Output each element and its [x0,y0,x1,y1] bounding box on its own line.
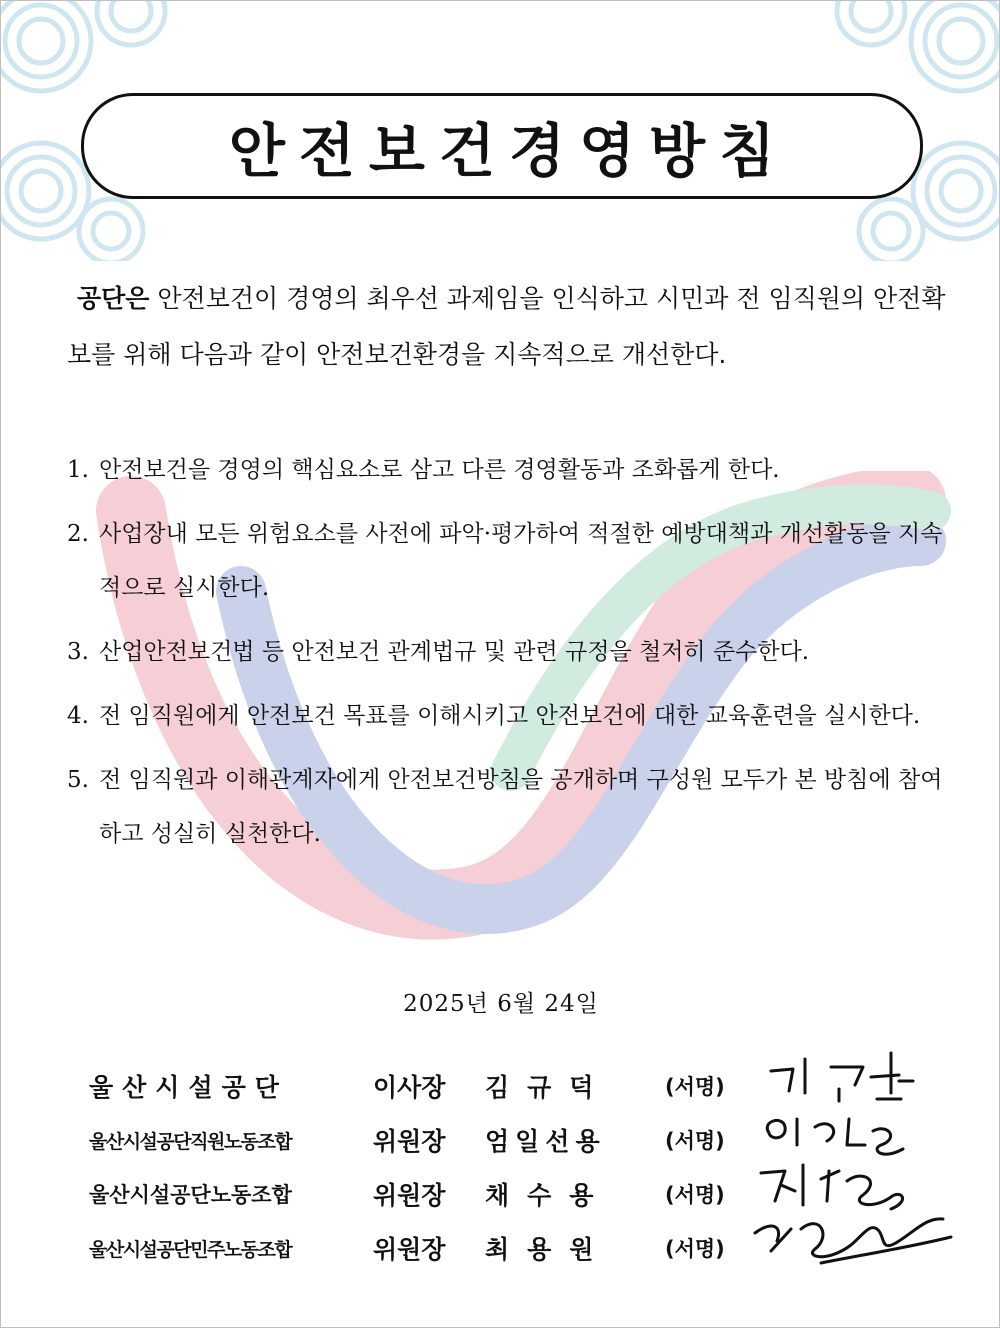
item-number: 5. [67,767,89,793]
signature-mark: (서명) [665,1237,725,1261]
signer-name: 최용원 [485,1235,612,1264]
title-box [81,93,923,199]
signer-org: 울산시설공단 [89,1073,288,1102]
policy-list [67,443,947,871]
signer-role: 위원장 [373,1127,446,1156]
list-item [67,625,947,679]
intro-lead: 공단은 [77,284,150,313]
item-number: 2. [67,521,89,547]
intro-text: 안전보건이 경영의 최우선 과제임을 인식하고 시민과 전 임직원의 안전확보를 위해 다음과 같이 안전보건환경을 지속적으로 개선한다. [67,284,946,369]
list-item [67,443,947,497]
signer-list [89,1059,749,1275]
signer-row [89,1167,749,1221]
signer-name: 김규덕 [485,1073,612,1102]
signer-row [89,1113,749,1167]
list-item [67,507,947,615]
signer-name: 엄일선용 [485,1127,606,1156]
signer-org: 울산시설공단노동조합 [89,1183,292,1207]
signer-role: 위원장 [373,1235,446,1264]
page-title: 안전보건경영방침 [228,117,790,185]
item-text: 사업장내 모든 위험요소를 사전에 파악·평가하여 적절한 예방대책과 개선활동을 지속적으로 실시한다. [99,521,943,601]
item-number: 3. [67,639,89,665]
item-text: 안전보건을 경영의 핵심요소로 삼고 다른 경영활동과 조화롭게 한다. [99,457,780,483]
handwritten-signatures-icon [731,1041,971,1281]
signer-row [89,1059,749,1113]
item-number: 4. [67,703,89,729]
list-item [67,753,947,861]
signature-mark: (서명) [665,1183,725,1207]
item-number: 1. [67,457,89,483]
signer-name: 채수용 [485,1181,612,1210]
signer-role: 이사장 [373,1073,446,1102]
signer-org: 울산시설공단민주노동조합 [89,1238,292,1261]
signature-mark: (서명) [665,1075,725,1099]
list-item [67,689,947,743]
document-date: 2025년 6월 24일 [403,991,599,1017]
signer-row [89,1221,749,1275]
signer-role: 위원장 [373,1181,446,1210]
signature-mark: (서명) [665,1129,725,1153]
item-text: 전 임직원과 이해관계자에게 안전보건방침을 공개하며 구성원 모두가 본 방침에 참여하고 성실히 실천한다. [99,767,943,847]
item-text: 산업안전보건법 등 안전보건 관계법규 및 관련 규정을 철저히 준수한다. [99,639,810,665]
item-text: 전 임직원에게 안전보건 목표를 이해시키고 안전보건에 대한 교육훈련을 실시한다. [99,703,921,729]
intro-paragraph [67,271,947,383]
signer-org: 울산시설공단직원노동조합 [89,1130,292,1153]
